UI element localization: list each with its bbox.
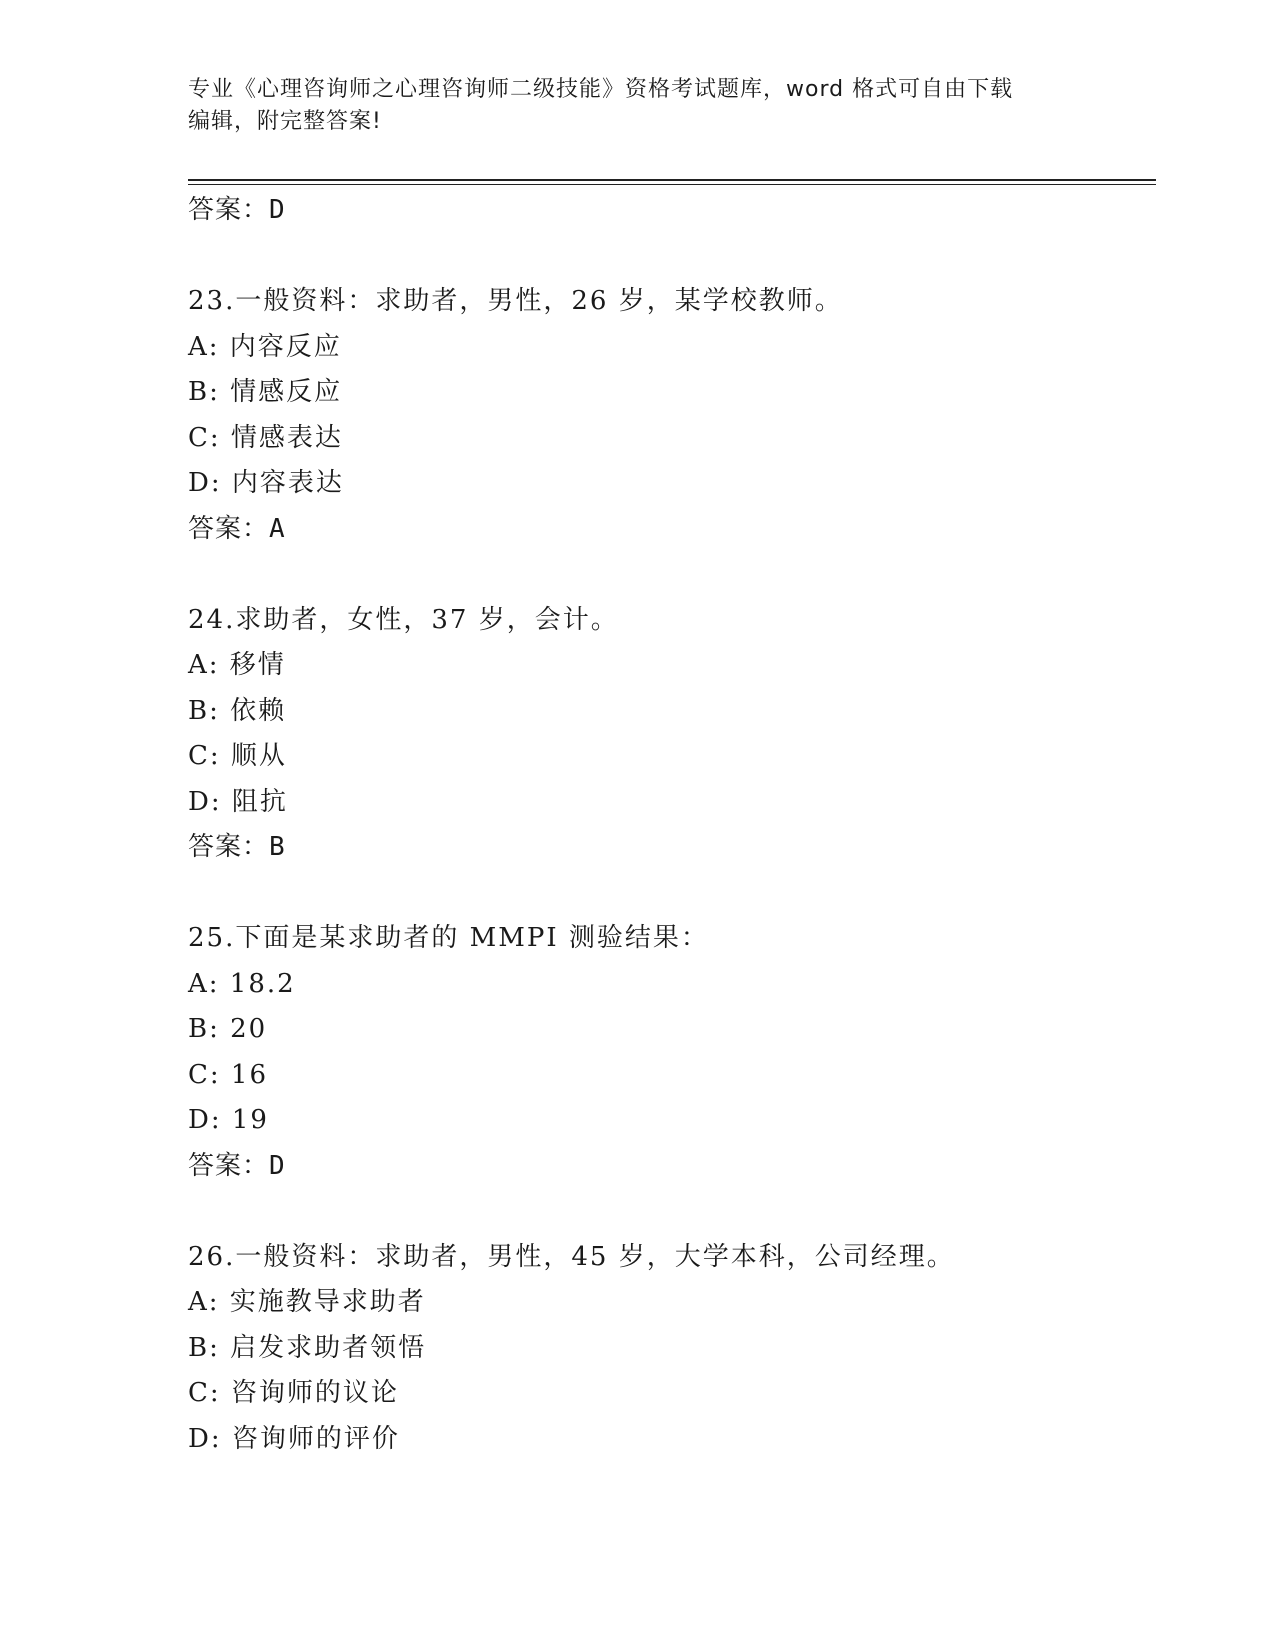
header-divider-thin <box>188 184 1156 185</box>
option-b: B: 启发求助者领悟 <box>188 1332 427 1363</box>
option-c: C: 顺从 <box>188 741 287 771</box>
option-b: B: 20 <box>188 1014 268 1044</box>
option-a: A: 移情 <box>188 650 286 680</box>
spacer <box>188 234 1148 280</box>
question-item <box>188 279 1148 552</box>
answer-line: 答案：D <box>188 195 286 225</box>
header-divider <box>188 179 1156 181</box>
question-stem: 25.下面是某求助者的 MMPI 测验结果： <box>188 923 709 953</box>
header-line-2: 编辑，附完整答案! <box>188 109 382 134</box>
question-stem: 26.一般资料：求助者，男性，45 岁，大学本科，公司经理。 <box>188 1241 955 1272</box>
option-a: A: 18.2 <box>188 968 296 999</box>
answer-line: 答案：D <box>188 1150 286 1181</box>
option-a: A: 实施教导求助者 <box>188 1287 426 1317</box>
spacer <box>188 552 1148 598</box>
question-list <box>188 188 1148 1462</box>
option-c: C: 情感表达 <box>188 422 343 453</box>
option-b: B: 情感反应 <box>188 377 343 407</box>
answer-line: 答案：B <box>188 832 286 862</box>
spacer <box>188 871 1148 917</box>
question-stem: 23.一般资料：求助者，男性，26 岁，某学校教师。 <box>188 286 843 316</box>
question-item <box>188 598 1148 871</box>
option-d: D: 19 <box>188 1105 269 1135</box>
option-d: D: 内容表达 <box>188 468 344 498</box>
answer-line: 答案：A <box>188 513 286 544</box>
option-d: D: 阻抗 <box>188 786 288 817</box>
question-stem: 24.求助者，女性，37 岁，会计。 <box>188 604 619 635</box>
option-d: D: 咨询师的评价 <box>188 1423 400 1454</box>
option-c: C: 16 <box>188 1059 269 1090</box>
spacer <box>188 1189 1148 1235</box>
option-b: B: 依赖 <box>188 695 287 726</box>
question-item <box>188 1235 1148 1463</box>
document-header <box>188 74 1068 138</box>
option-a: A: 内容反应 <box>188 331 342 362</box>
question-item <box>188 916 1148 1189</box>
option-c: C: 咨询师的议论 <box>188 1378 399 1408</box>
header-line-1: 专业《心理咨询师之心理咨询师二级技能》资格考试题库，word 格式可自由下载 <box>188 77 1014 102</box>
